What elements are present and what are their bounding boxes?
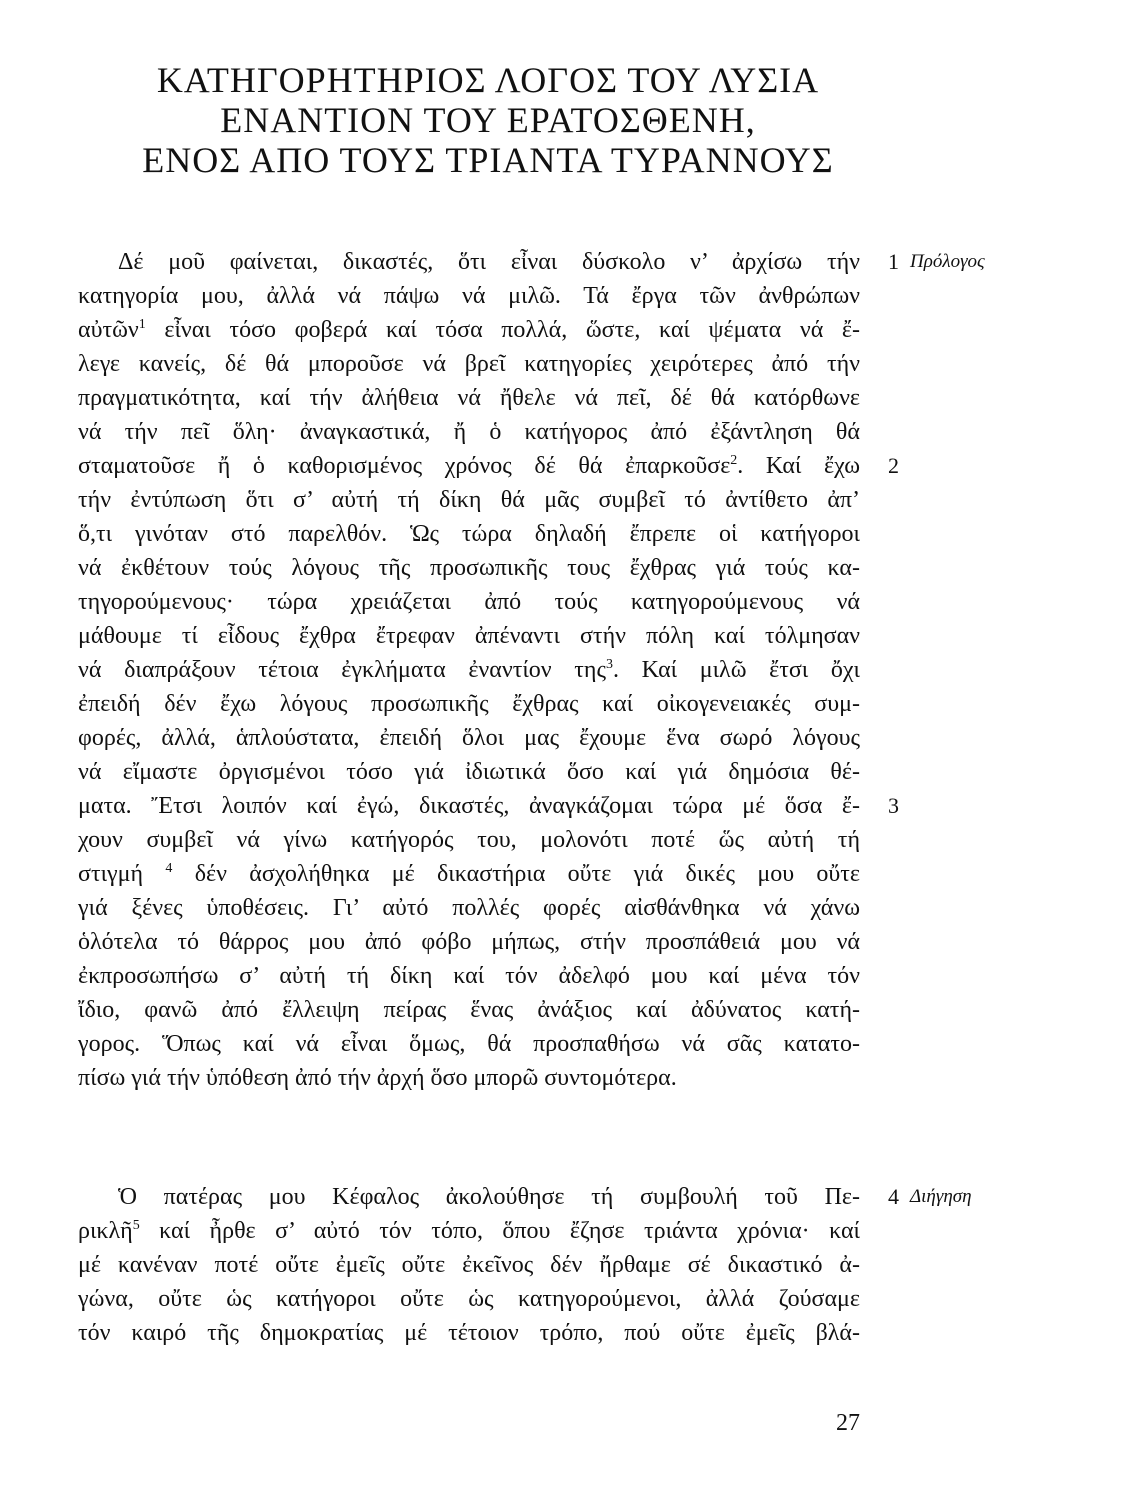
section-label-prologue: Πρόλογος [910, 251, 985, 272]
chapter-title [60, 60, 916, 180]
text-line: ὁλότελα τό θάρρος μου ἀπό φόβο μήπως, στήν προσπάθειά μου νά [78, 929, 860, 955]
text-line: λεγε κανείς, δέ θά μποροῦσε νά βρεῖ κατηγορίες χειρότερες ἀπό τήν [78, 351, 860, 377]
footnote-mark: 2 [730, 453, 738, 468]
footnote-mark: 3 [605, 657, 613, 672]
text-line: Δέ μοῦ φαίνεται, δικαστές, ὅτι εἶναι δύσκολο ν’ ἀρχίσω τήν [118, 249, 860, 275]
page-number: 27 [836, 1410, 860, 1436]
text-line: τηγορούμενους· τώρα χρειάζεται ἀπό τούς κατηγορούμενους νά [78, 589, 860, 615]
text-line: ὅ,τι γινόταν στό παρελθόν. Ὡς τώρα δηλαδή ἔπρεπε οἱ κατήγοροι [78, 521, 860, 547]
text-line: Ὁ πατέρας μου Κέφαλος ἀκολούθησε τή συμβουλή τοῦ Πε- [118, 1184, 860, 1210]
title-line-1: ΚΑΤΗΓΟΡΗΤΗΡΙΟΣ ΛΟΓΟΣ ΤΟΥ ΛΥΣΙΑ [156, 60, 820, 100]
text-line: ἐκπροσωπήσω σ’ αὐτή τή δίκη καί τόν ἀδελφό μου καί μένα τόν [78, 963, 860, 989]
text-line: νά διαπράξουν τέτοια ἐγκλήματα ἐναντίον της$^3$. Καί μιλῶ ἔτσι ὄχι [78, 657, 860, 683]
text-line: ἴδιο, φανῶ ἀπό ἔλλειψη πείρας ἕνας ἀνάξιος καί ἀδύνατος κατή- [78, 997, 860, 1023]
text-line: χουν συμβεῖ νά γίνω κατήγορός του, μολονότι ποτέ ὥς αὐτή τή [78, 827, 860, 853]
section-number-4: 4 [888, 1184, 899, 1209]
text-line: ἐπειδή δέν ἔχω λόγους προσωπικῆς ἔχθρας καί οἰκογενειακές συμ- [78, 691, 860, 717]
text-line: τόν καιρό τῆς δημοκρατίας μέ τέτοιον τρόπο, πού οὔτε ἐμεῖς βλά- [78, 1320, 860, 1346]
text-line: μέ κανέναν ποτέ οὔτε ἐμεῖς οὔτε ἐκεῖνος δέν ἤρθαμε σέ δικαστικό ἀ- [78, 1252, 860, 1278]
text-line: νά τήν πεῖ ὅλη· ἀναγκαστικά, ἤ ὁ κατήγορος ἀπό ἐξάντληση θά [78, 419, 860, 445]
title-line-2: ΕΝΑΝΤΙΟΝ ΤΟΥ ΕΡΑΤΟΣΘΕΝΗ, [220, 100, 756, 140]
text-line: κατηγορία μου, ἀλλά νά πάψω νά μιλῶ. Τά ἔργα τῶν ἀνθρώπων [78, 283, 860, 309]
section-number-2: 2 [888, 453, 899, 478]
text-line: νά ἐκθέτουν τούς λόγους τῆς προσωπικῆς τους ἔχθρας γιά τούς κα- [78, 555, 860, 581]
text-line: σταματοῦσε ἤ ὁ καθορισμένος χρόνος δέ θά ἐπαρκοῦσε$^2$. Καί ἔχω [78, 453, 861, 479]
text-line: γιά ξένες ὑποθέσεις. Γι’ αὐτό πολλές φορές αἰσθάνθηκα νά χάνω [78, 895, 860, 921]
text-line: τήν ἐντύπωση ὅτι σ’ αὐτή τή δίκη θά μᾶς συμβεῖ τό ἀντίθετο ἀπ’ [78, 487, 860, 513]
text-line: νά εἴμαστε ὀργισμένοι τόσο γιά ἰδιωτικά ὅσο καί γιά δημόσια θέ- [78, 759, 860, 785]
section-number-1: 1 [888, 249, 899, 274]
section-label-narrative: Διήγηση [910, 1186, 972, 1207]
footnote-mark: 1 [138, 317, 146, 332]
text-line: πίσω γιά τήν ὑπόθεση ἀπό τήν ἀρχή ὅσο μπορῶ συντομότερα. [78, 1065, 677, 1091]
text-line: φορές, ἀλλά, ἁπλούστατα, ἐπειδή ὅλοι μας ἔχουμε ἕνα σωρό λόγους [78, 725, 860, 751]
text-line: γώνα, οὔτε ὡς κατήγοροι οὔτε ὡς κατηγορούμενοι, ἀλλά ζούσαμε [78, 1286, 860, 1312]
text-line: γορος. Ὅπως καί νά εἶναι ὅμως, θά προσπαθήσω νά σᾶς κατατο- [78, 1031, 860, 1057]
footnote-mark: 4 [165, 861, 173, 876]
footnote-mark: 5 [132, 1218, 140, 1233]
text-line: αὐτῶν$^1$ εἶναι τόσο φοβερά καί τόσα πολλά, ὥστε, καί ψέματα νά ἔ- [78, 317, 860, 343]
text-line: ματα. Ἔτσι λοιπόν καί ἐγώ, δικαστές, ἀναγκάζομαι τώρα μέ ὅσα ἔ- [78, 793, 860, 819]
text-line: στιγμή $^4$ δέν ἀσχολήθηκα μέ δικαστήρια οὔτε γιά δικές μου οὔτε [78, 861, 861, 887]
section-number-3: 3 [888, 793, 899, 818]
title-line-3: ΕΝΟΣ ΑΠΟ ΤΟΥΣ ΤΡΙΑΝΤΑ ΤΥΡΑΝΝΟΥΣ [142, 140, 834, 180]
text-line: ρικλῆ$^5$ καί ἦρθε σ’ αὐτό τόν τόπο, ὅπου ἔζησε τριάντα χρόνια· καί [78, 1218, 860, 1244]
text-line: μάθουμε τί εἶδους ἔχθρα ἔτρεφαν ἀπέναντι στήν πόλη καί τόλμησαν [78, 623, 860, 649]
text-line: πραγματικότητα, καί τήν ἀλήθεια νά ἤθελε νά πεῖ, δέ θά κατόρθωνε [78, 385, 860, 411]
